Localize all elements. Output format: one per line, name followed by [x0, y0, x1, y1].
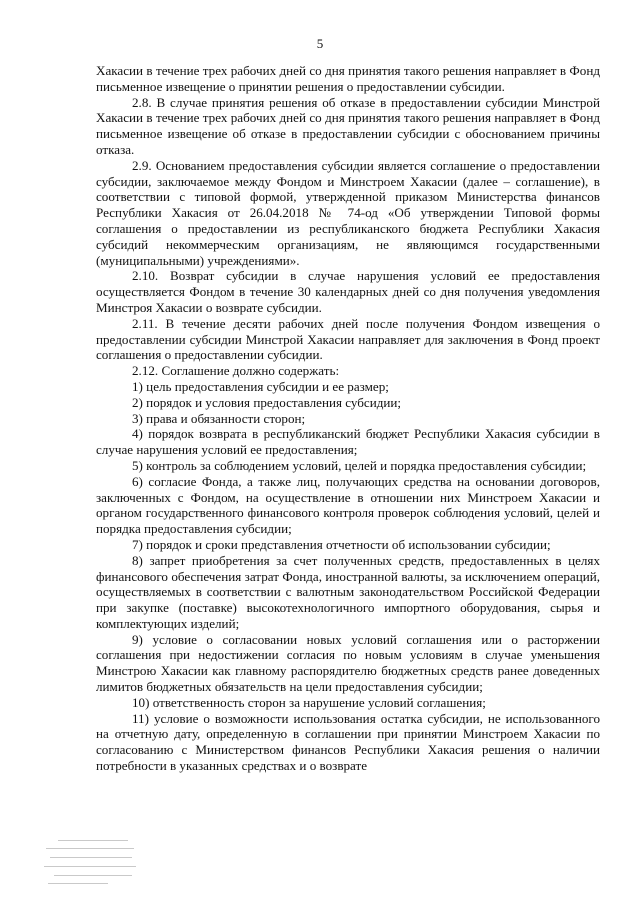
paragraph: 4) порядок возврата в республиканский бюджет Республики Хакасия субсидии в случае нарушения условий ее предоставления; — [96, 426, 600, 458]
paragraph: 11) условие о возможности использования остатка субсидии, не использованного на отчетную дату, определенную в соглашении при принятии Минстроем Хакасии по согласованию с Министерством финансов Республики Хакасия решения о наличии потребности в указанных средствах и о возврате — [96, 710, 600, 774]
paragraph: 2) порядок и условия предоставления субсидии; — [132, 394, 402, 410]
paragraph: 2.12. Соглашение должно содержать: — [132, 363, 340, 379]
paragraph: Хакасии в течение трех рабочих дней со дня принятия такого решения направляет в Фонд письменное извещение о принятии решения о предоставлении субсидии. — [96, 63, 600, 94]
paragraph: 10) ответственность сторон за нарушение условий соглашения; — [132, 694, 486, 710]
paragraph: 9) условие о согласовании новых условий соглашения или о расторжении соглашения при недостижении согласия по новым условиям в случае уменьшения Минстрою Хакасии как главному распорядителю бюджетных средств ранее доведенных лимитов бюджетных обязательств на цели предоставления субсидии; — [96, 631, 600, 695]
paragraph: 2.8. В случае принятия решения об отказе в предоставлении субсидии Минстрой Хакасии в течение трех рабочих дней со дня принятия такого решения направляет в Фонд письменное извещение об отказе в предоставлении субсидии с обоснованием причины отказа. — [96, 94, 600, 157]
registration-stamp — [44, 836, 140, 886]
page-number: 5 — [316, 36, 324, 51]
paragraph: 8) запрет приобретения за счет полученных средств, предоставленных в целях финансового обеспечения затрат Фонда, иностранной валюты, за исключением операций, осуществляемых в соответствии с валютным законодательством Российской Федерации при закупке (поставке) высокотехнологичного импортного оборудования, сырья и комплектующих изделий; — [96, 552, 600, 631]
paragraph: 1) цель предоставления субсидии и ее размер; — [132, 378, 389, 394]
paragraph: 2.9. Основанием предоставления субсидии является соглашение о предоставлении субсидии, заключаемое между Фондом и Минстроем Хакасии (далее – соглашение), в соответствии с типовой формой, утвержденной приказом Министерства финансов Республики Хакасия от 26.04.2018 № 74-од «Об утверждении Типовой формы соглашения о предоставлении из республиканского бюджета Республики Хакасия субсидий некоммерческим организациям, не являющимся государственными (муниципальными) учреждениями». — [96, 157, 600, 268]
paragraph: 2.11. В течение десяти рабочих дней после получения Фондом извещения о предоставлении субсидии Минстрой Хакасии направляет для заключения в Фонд проект соглашения о предоставлении субсидии. — [96, 315, 600, 363]
paragraph: 7) порядок и сроки представления отчетности об использовании субсидии; — [132, 536, 551, 552]
paragraph: 2.10. Возврат субсидии в случае нарушения условий ее предоставления осуществляется Фондом в течение 30 календарных дней со дня получения уведомления Минстроя Хакасии о возврате субсидии. — [96, 268, 600, 315]
paragraph: 3) права и обязанности сторон; — [132, 410, 306, 426]
document-body — [96, 63, 600, 774]
paragraph: 6) согласие Фонда, а также лиц, получающих средства на основании договоров, заключенных с Фондом, на осуществление в отношении них Минстроем Хакасии и органом государственного финансового контроля проверок соблюдения условий, целей и порядка предоставления субсидии; — [96, 473, 600, 537]
paragraph: 5) контроль за соблюдением условий, целей и порядка предоставления субсидии; — [132, 457, 587, 473]
